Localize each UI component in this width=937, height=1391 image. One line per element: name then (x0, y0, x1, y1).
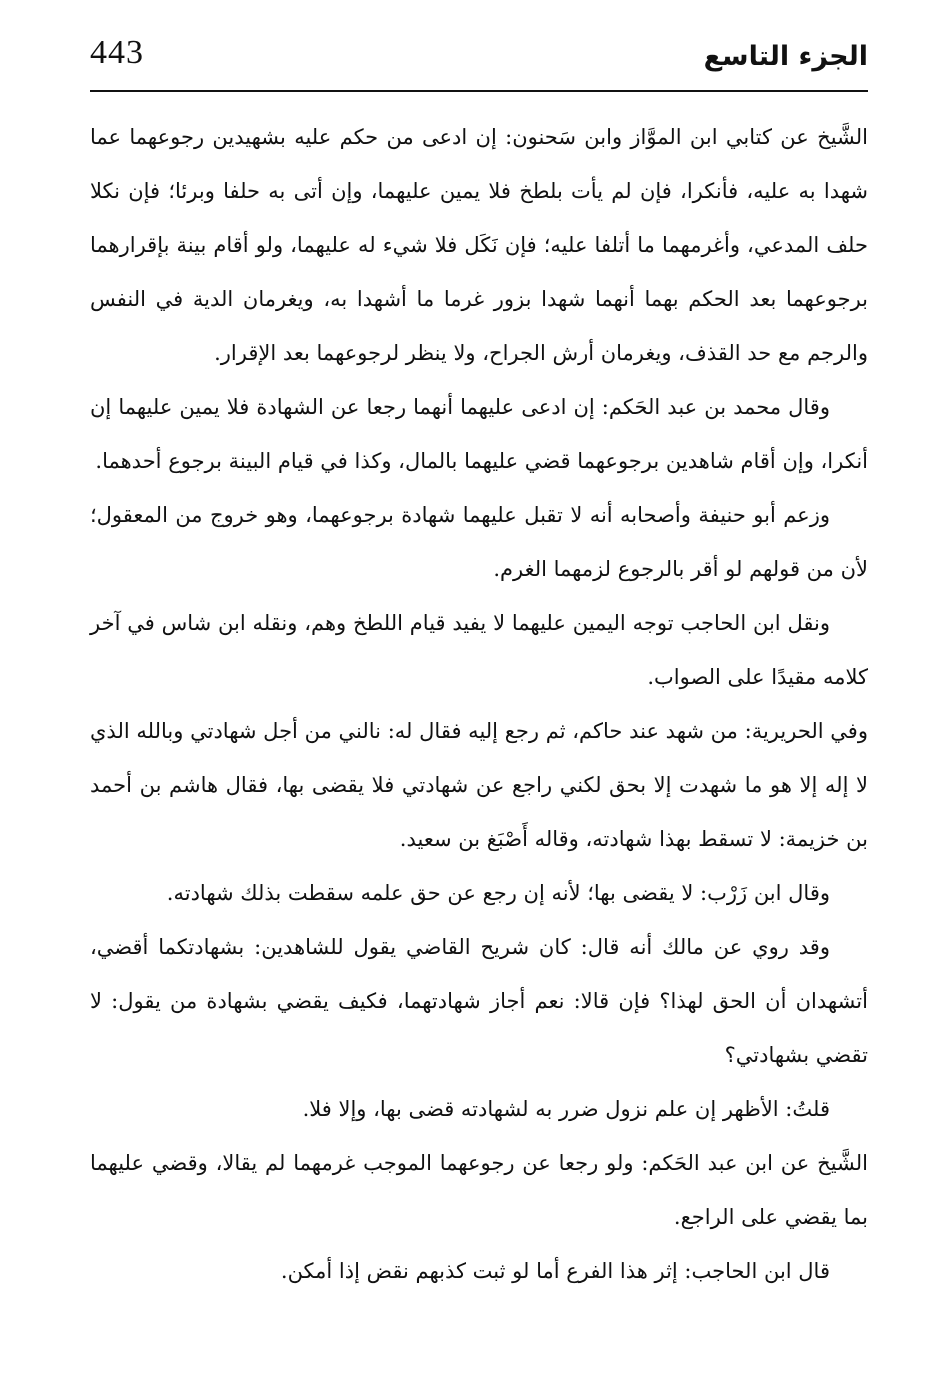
paragraph: وزعم أبو حنيفة وأصحابه أنه لا تقبل عليهما شهادة برجوعهما، وهو خروج من المعقول؛ لأن من قولهم لو أقر بالرجوع لزمهما الغرم. (90, 503, 868, 581)
book-page (90, 28, 868, 1368)
paragraph: وقال ابن زَرْب: لا يقضى بها؛ لأنه إن رجع عن حق علمه سقطت بذلك شهادته. (166, 881, 830, 905)
paragraph: وفي الحريرية: من شهد عند حاكم، ثم رجع إليه فقال له: نالني من أجل شهادتي وبالله الذي لا إله إلا هو ما شهدت إلا بحق لكني راجع عن شهادتي فلا يقضى بها، فقال هاشم بن أحمد بن خزيمة: لا تسقط بهذا شهادته، وقاله أَصْبَغ بن سعيد. (90, 719, 868, 851)
paragraph: الشَّيخ عن كتابي ابن الموَّاز وابن سَحنون: إن ادعى من حكم عليه بشهيدين رجوعهما عما شهدا به عليه، فأنكرا، فإن لم يأت بلطخ فلا يمين عليهما، وإن أتى به حلفا وبرئا؛ فإن نكلا حلف المدعي، وأغرمهما ما أتلفا عليه؛ فإن نَكَل فلا شيء له عليهما، ولو أقام بينة بإقرارهما برجوعهما بعد الحكم بهما أنهما شهدا بزور غرما ما أشهدا به، ويغرمان الدية في النفس والرجم مع حد القذف، ويغرمان أرش الجراح، ولا ينظر لرجوعهما بعد الإقرار. (90, 125, 868, 365)
page-header (90, 28, 868, 92)
page-body (90, 110, 868, 1298)
page-number: 443 (90, 34, 144, 71)
paragraph: الشَّيخ عن ابن عبد الحَكم: ولو رجعا عن رجوعهما الموجب غرمهما لم يقالا، وقضي عليهما بما يقضي على الراجع. (90, 1151, 868, 1229)
paragraph: قال ابن الحاجب: إثر هذا الفرع أما لو ثبت كذبهم نقض إذا أمكن. (280, 1259, 830, 1283)
paragraph: وقد روي عن مالك أنه قال: كان شريح القاضي يقول للشاهدين: بشهادتكما أقضي، أتشهدان أن الحق لهذا؟ فإن قالا: نعم أجاز شهادتهما، فكيف يقضي بشهادة من يقول: لا تقضي بشهادتي؟ (90, 935, 868, 1067)
paragraph: ونقل ابن الحاجب توجه اليمين عليهما لا يفيد قيام اللطخ وهم، ونقله ابن شاس في آخر كلامه مقيدًا على الصواب. (90, 611, 868, 689)
paragraph: قلتُ: الأظهر إن علم نزول ضرر به لشهادته قضى بها، وإلا فلا. (302, 1097, 830, 1121)
paragraph: وقال محمد بن عبد الحَكم: إن ادعى عليهما أنهما رجعا عن الشهادة فلا يمين عليهما إن أنكرا، وإن أقام شاهدين برجوعهما قضي عليهما بالمال، وكذا في قيام البينة برجوع أحدهما. (90, 395, 868, 473)
running-title: الجزء التاسع (703, 41, 868, 72)
